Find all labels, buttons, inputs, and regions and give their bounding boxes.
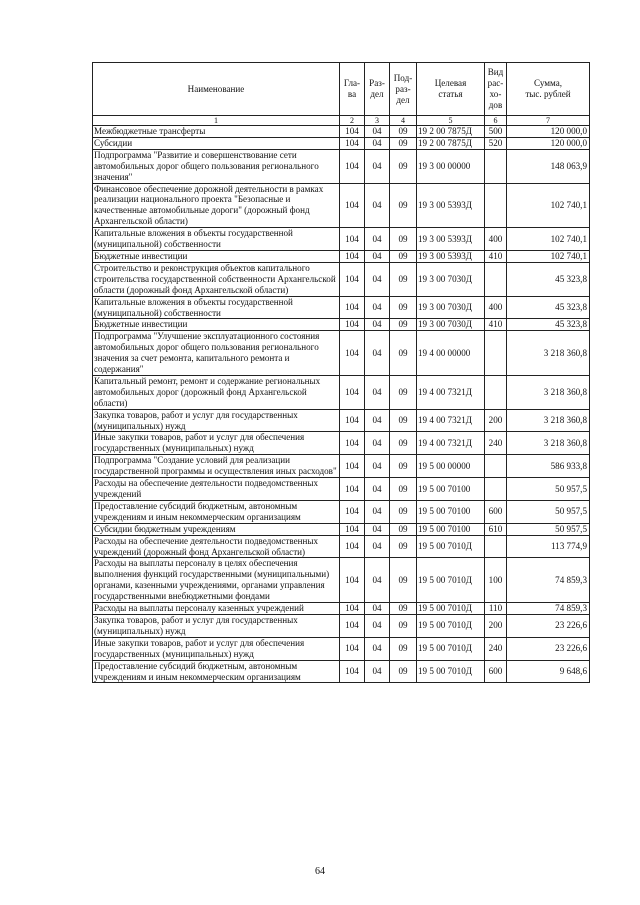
cell-vid [485, 478, 507, 501]
header-vid: Вид рас- хо- дов [485, 63, 507, 116]
cell-target: 19 5 00 00000 [417, 455, 485, 478]
table-row [93, 319, 590, 331]
cell-vid: 240 [485, 432, 507, 455]
cell-sum: 45 323,8 [507, 296, 590, 319]
header-podrazdel: Под- раз- дел [390, 63, 417, 116]
cell-name: Финансовое обеспечение дорожной деятельности в рамках реализации национального проекта "Безопасные и качественные автомобильные дороги" (дорожный фонд Архангельской области) [93, 183, 340, 228]
cell-name: Межбюджетные трансферты [93, 126, 340, 138]
cell-glava: 104 [340, 319, 365, 331]
cell-target: 19 3 00 5393Д [417, 228, 485, 251]
table-row [93, 409, 590, 432]
cell-glava: 104 [340, 183, 365, 228]
cell-name: Закупка товаров, работ и услуг для государственных (муниципальных) нужд [93, 614, 340, 637]
cell-razdel: 04 [365, 296, 390, 319]
cell-glava: 104 [340, 558, 365, 603]
column-number: 6 [485, 116, 507, 126]
header-sum: Сумма, тыс. рублей [507, 63, 590, 116]
header-razdel: Раз- дел [365, 63, 390, 116]
cell-glava: 104 [340, 455, 365, 478]
cell-target: 19 5 00 7010Д [417, 637, 485, 660]
cell-sum: 120 000,0 [507, 126, 590, 138]
cell-razdel: 04 [365, 250, 390, 262]
cell-glava: 104 [340, 478, 365, 501]
column-number: 3 [365, 116, 390, 126]
cell-podrazdel: 09 [390, 535, 417, 558]
cell-target: 19 5 00 7010Д [417, 558, 485, 603]
cell-vid: 520 [485, 137, 507, 149]
column-number: 2 [340, 116, 365, 126]
table-row [93, 149, 590, 183]
cell-glava: 104 [340, 500, 365, 523]
cell-vid: 100 [485, 558, 507, 603]
cell-glava: 104 [340, 331, 365, 376]
cell-podrazdel: 09 [390, 331, 417, 376]
cell-name: Расходы на выплаты персоналу в целях обеспечения выполнения функций государственными (муниципальными) органами, казенными учреждениями, органами управления государственными внебюджетными фондами [93, 558, 340, 603]
cell-sum: 74 859,3 [507, 558, 590, 603]
cell-glava: 104 [340, 432, 365, 455]
cell-glava: 104 [340, 126, 365, 138]
cell-vid: 600 [485, 660, 507, 683]
cell-vid [485, 455, 507, 478]
cell-glava: 104 [340, 250, 365, 262]
cell-name: Расходы на выплаты персоналу казенных учреждений [93, 603, 340, 615]
cell-sum: 23 226,6 [507, 614, 590, 637]
table-row [93, 262, 590, 296]
cell-razdel: 04 [365, 660, 390, 683]
cell-glava: 104 [340, 296, 365, 319]
cell-razdel: 04 [365, 535, 390, 558]
cell-razdel: 04 [365, 331, 390, 376]
cell-razdel: 04 [365, 137, 390, 149]
cell-sum: 148 063,9 [507, 149, 590, 183]
cell-podrazdel: 09 [390, 149, 417, 183]
cell-vid [485, 375, 507, 409]
cell-glava: 104 [340, 523, 365, 535]
header-name: Наименование [93, 63, 340, 116]
cell-razdel: 04 [365, 319, 390, 331]
cell-vid: 500 [485, 126, 507, 138]
cell-podrazdel: 09 [390, 637, 417, 660]
cell-sum: 113 774,9 [507, 535, 590, 558]
cell-vid: 410 [485, 250, 507, 262]
cell-glava: 104 [340, 614, 365, 637]
cell-target: 19 3 00 7030Д [417, 319, 485, 331]
cell-podrazdel: 09 [390, 558, 417, 603]
column-number: 1 [93, 116, 340, 126]
cell-sum: 3 218 360,8 [507, 409, 590, 432]
header-target: Целевая статья [417, 63, 485, 116]
cell-razdel: 04 [365, 558, 390, 603]
cell-razdel: 04 [365, 126, 390, 138]
cell-sum: 102 740,1 [507, 183, 590, 228]
cell-name: Подпрограмма "Развитие и совершенствование сети автомобильных дорог общего пользования регионального значения" [93, 149, 340, 183]
cell-glava: 104 [340, 149, 365, 183]
budget-table [92, 62, 590, 683]
table-row [93, 535, 590, 558]
table-row [93, 603, 590, 615]
cell-name: Расходы на обеспечение деятельности подведомственных учреждений [93, 478, 340, 501]
cell-name: Расходы на обеспечение деятельности подведомственных учреждений (дорожный фонд Архангельской области) [93, 535, 340, 558]
table-row [93, 660, 590, 683]
cell-target: 19 3 00 7030Д [417, 296, 485, 319]
cell-sum: 120 000,0 [507, 137, 590, 149]
cell-name: Иные закупки товаров, работ и услуг для обеспечения государственных (муниципальных) нужд [93, 637, 340, 660]
table-row [93, 523, 590, 535]
cell-glava: 104 [340, 262, 365, 296]
cell-vid [485, 535, 507, 558]
cell-razdel: 04 [365, 478, 390, 501]
cell-razdel: 04 [365, 500, 390, 523]
cell-glava: 104 [340, 137, 365, 149]
cell-target: 19 4 00 7321Д [417, 409, 485, 432]
cell-sum: 50 957,5 [507, 478, 590, 501]
table-row [93, 478, 590, 501]
cell-vid: 610 [485, 523, 507, 535]
cell-podrazdel: 09 [390, 478, 417, 501]
cell-razdel: 04 [365, 409, 390, 432]
cell-podrazdel: 09 [390, 126, 417, 138]
cell-glava: 104 [340, 660, 365, 683]
cell-target: 19 5 00 70100 [417, 500, 485, 523]
table-body [93, 126, 590, 683]
cell-vid: 200 [485, 614, 507, 637]
table-row [93, 637, 590, 660]
cell-name: Предоставление субсидий бюджетным, автономным учреждениям и иным некоммерческим организациям [93, 660, 340, 683]
cell-vid [485, 262, 507, 296]
cell-sum: 102 740,1 [507, 228, 590, 251]
cell-target: 19 3 00 5393Д [417, 183, 485, 228]
cell-podrazdel: 09 [390, 250, 417, 262]
cell-sum: 3 218 360,8 [507, 375, 590, 409]
cell-podrazdel: 09 [390, 660, 417, 683]
cell-podrazdel: 09 [390, 409, 417, 432]
cell-podrazdel: 09 [390, 614, 417, 637]
cell-target: 19 4 00 7321Д [417, 375, 485, 409]
cell-name: Субсидии бюджетным учреждениям [93, 523, 340, 535]
cell-glava: 104 [340, 375, 365, 409]
cell-target: 19 5 00 7010Д [417, 660, 485, 683]
cell-target: 19 5 00 70100 [417, 478, 485, 501]
page-number: 64 [315, 866, 325, 877]
cell-vid: 240 [485, 637, 507, 660]
cell-name: Иные закупки товаров, работ и услуг для обеспечения государственных (муниципальных) нужд [93, 432, 340, 455]
cell-vid: 200 [485, 409, 507, 432]
cell-target: 19 3 00 5393Д [417, 250, 485, 262]
cell-podrazdel: 09 [390, 228, 417, 251]
table-row [93, 375, 590, 409]
cell-target: 19 4 00 00000 [417, 331, 485, 376]
cell-name: Субсидии [93, 137, 340, 149]
cell-podrazdel: 09 [390, 523, 417, 535]
cell-target: 19 5 00 7010Д [417, 614, 485, 637]
cell-target: 19 4 00 7321Д [417, 432, 485, 455]
cell-sum: 23 226,6 [507, 637, 590, 660]
cell-target: 19 3 00 00000 [417, 149, 485, 183]
cell-razdel: 04 [365, 262, 390, 296]
cell-podrazdel: 09 [390, 319, 417, 331]
cell-glava: 104 [340, 409, 365, 432]
cell-podrazdel: 09 [390, 455, 417, 478]
cell-vid: 410 [485, 319, 507, 331]
cell-vid: 110 [485, 603, 507, 615]
cell-sum: 74 859,3 [507, 603, 590, 615]
cell-target: 19 5 00 7010Д [417, 535, 485, 558]
cell-razdel: 04 [365, 149, 390, 183]
column-number-row [93, 116, 590, 126]
cell-podrazdel: 09 [390, 500, 417, 523]
cell-razdel: 04 [365, 637, 390, 660]
cell-razdel: 04 [365, 455, 390, 478]
cell-name: Бюджетные инвестиции [93, 319, 340, 331]
cell-podrazdel: 09 [390, 183, 417, 228]
table-row [93, 228, 590, 251]
cell-podrazdel: 09 [390, 603, 417, 615]
cell-glava: 104 [340, 603, 365, 615]
cell-vid: 400 [485, 228, 507, 251]
table-row [93, 614, 590, 637]
cell-podrazdel: 09 [390, 375, 417, 409]
cell-vid [485, 183, 507, 228]
cell-name: Предоставление субсидий бюджетным, автономным учреждениям и иным некоммерческим организациям [93, 500, 340, 523]
table-row [93, 126, 590, 138]
table-row [93, 500, 590, 523]
column-number: 4 [390, 116, 417, 126]
cell-razdel: 04 [365, 183, 390, 228]
cell-name: Подпрограмма "Создание условий для реализации государственной программы и осуществления иных расходов" [93, 455, 340, 478]
cell-target: 19 5 00 70100 [417, 523, 485, 535]
cell-target: 19 2 00 7875Д [417, 126, 485, 138]
cell-name: Закупка товаров, работ и услуг для государственных (муниципальных) нужд [93, 409, 340, 432]
cell-podrazdel: 09 [390, 137, 417, 149]
cell-glava: 104 [340, 228, 365, 251]
column-number: 7 [507, 116, 590, 126]
table-row [93, 558, 590, 603]
header-glava: Гла- ва [340, 63, 365, 116]
cell-sum: 50 957,5 [507, 523, 590, 535]
cell-sum: 3 218 360,8 [507, 331, 590, 376]
cell-target: 19 3 00 7030Д [417, 262, 485, 296]
cell-sum: 50 957,5 [507, 500, 590, 523]
cell-vid [485, 149, 507, 183]
table-row [93, 455, 590, 478]
cell-razdel: 04 [365, 432, 390, 455]
table-row [93, 296, 590, 319]
cell-podrazdel: 09 [390, 296, 417, 319]
table-row [93, 250, 590, 262]
cell-razdel: 04 [365, 614, 390, 637]
cell-sum: 3 218 360,8 [507, 432, 590, 455]
cell-sum: 45 323,8 [507, 319, 590, 331]
header-row [93, 63, 590, 116]
cell-glava: 104 [340, 535, 365, 558]
cell-razdel: 04 [365, 523, 390, 535]
cell-sum: 9 648,6 [507, 660, 590, 683]
table-row [93, 432, 590, 455]
cell-vid: 400 [485, 296, 507, 319]
cell-sum: 102 740,1 [507, 250, 590, 262]
cell-podrazdel: 09 [390, 432, 417, 455]
cell-razdel: 04 [365, 228, 390, 251]
cell-name: Подпрограмма "Улучшение эксплуатационного состояния автомобильных дорог общего пользования регионального значения за счет ремонта, капитального ремонта и содержания" [93, 331, 340, 376]
cell-glava: 104 [340, 637, 365, 660]
cell-target: 19 2 00 7875Д [417, 137, 485, 149]
cell-name: Капитальные вложения в объекты государственной (муниципальной) собственности [93, 296, 340, 319]
table-row [93, 331, 590, 376]
cell-vid: 600 [485, 500, 507, 523]
cell-sum: 45 323,8 [507, 262, 590, 296]
cell-name: Бюджетные инвестиции [93, 250, 340, 262]
cell-podrazdel: 09 [390, 262, 417, 296]
cell-target: 19 5 00 7010Д [417, 603, 485, 615]
table-row [93, 137, 590, 149]
table-row [93, 183, 590, 228]
cell-razdel: 04 [365, 375, 390, 409]
cell-name: Строительство и реконструкция объектов капитального строительства государственной собственности Архангельской области (дорожный фонд Архангельской области) [93, 262, 340, 296]
cell-name: Капитальные вложения в объекты государственной (муниципальной) собственности [93, 228, 340, 251]
cell-sum: 586 933,8 [507, 455, 590, 478]
column-number: 5 [417, 116, 485, 126]
cell-name: Капитальный ремонт, ремонт и содержание региональных автомобильных дорог (дорожный фонд Архангельской области) [93, 375, 340, 409]
cell-razdel: 04 [365, 603, 390, 615]
cell-vid [485, 331, 507, 376]
